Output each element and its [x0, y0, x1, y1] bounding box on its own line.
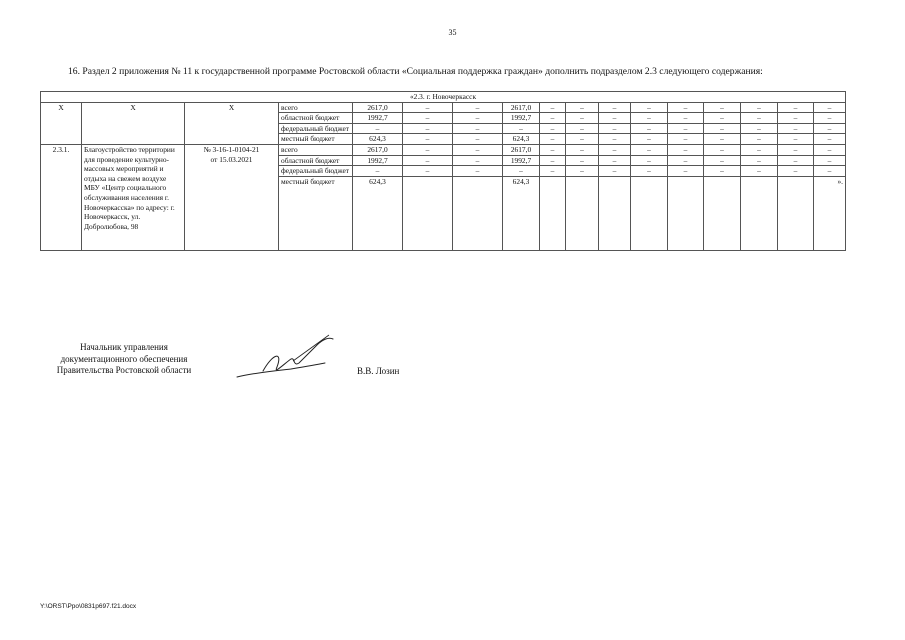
dash-cell: – — [631, 102, 668, 113]
empty-cell — [778, 176, 814, 250]
dash-cell: – — [631, 113, 668, 124]
empty-cell — [566, 176, 599, 250]
table-row — [41, 102, 846, 113]
dash-cell: – — [668, 113, 704, 124]
dash-cell: – — [403, 166, 453, 177]
dash-cell: – — [704, 155, 741, 166]
dash-cell: – — [668, 155, 704, 166]
empty-cell — [453, 176, 503, 250]
dash-cell: – — [566, 155, 599, 166]
table-row — [41, 144, 846, 155]
dash-cell: – — [741, 155, 778, 166]
empty-cell — [631, 176, 668, 250]
dash-cell: – — [453, 134, 503, 145]
dash-cell: – — [403, 113, 453, 124]
dash-cell: – — [403, 102, 453, 113]
dash-cell: – — [778, 155, 814, 166]
value-cell: 2617,0 — [503, 102, 540, 113]
dash-cell: – — [814, 155, 846, 166]
dash-cell: – — [566, 134, 599, 145]
empty-cell — [599, 176, 631, 250]
document-date: от 15.03.2021 — [210, 154, 253, 164]
dash-cell: – — [741, 166, 778, 177]
value-cell: 2617,0 — [353, 144, 403, 155]
value-cell: – — [503, 166, 540, 177]
dash-cell: – — [814, 166, 846, 177]
footer-file-path: Y:\ORST\Ppo\0831p697.f21.docx — [40, 603, 137, 610]
dash-cell: – — [599, 123, 631, 134]
source-label: областной бюджет — [279, 155, 353, 166]
value-cell: 624,3 — [353, 176, 403, 250]
empty-cell — [741, 176, 778, 250]
dash-cell: – — [741, 113, 778, 124]
dash-cell: – — [599, 166, 631, 177]
dash-cell: – — [540, 123, 566, 134]
value-cell: 624,3 — [353, 134, 403, 145]
subsection-header-row — [41, 92, 846, 103]
subsection-title: «2.3. г. Новочеркасск — [41, 92, 846, 103]
dash-cell: – — [668, 123, 704, 134]
position-line: документационного обеспечения — [60, 353, 188, 364]
dash-cell: – — [814, 113, 846, 124]
dash-cell: – — [566, 113, 599, 124]
source-label: местный бюджет — [279, 134, 353, 145]
empty-cell — [540, 176, 566, 250]
dash-cell: – — [631, 144, 668, 155]
dash-cell: – — [668, 102, 704, 113]
empty-cell — [704, 176, 741, 250]
dash-cell: – — [704, 166, 741, 177]
dash-cell: – — [599, 102, 631, 113]
document-number: № 3-16-1-0104-21 — [203, 144, 260, 154]
dash-cell: – — [403, 123, 453, 134]
dash-cell: – — [453, 144, 503, 155]
dash-cell: – — [704, 102, 741, 113]
dash-cell: – — [403, 155, 453, 166]
dash-cell: – — [814, 123, 846, 134]
dash-cell: – — [704, 144, 741, 155]
dash-cell: – — [668, 144, 704, 155]
dash-cell: – — [741, 144, 778, 155]
dash-cell: – — [704, 113, 741, 124]
empty-cell — [668, 176, 704, 250]
source-label: федеральный бюджет — [279, 166, 353, 177]
closing-mark: ». — [814, 176, 846, 250]
dash-cell: – — [741, 102, 778, 113]
dash-cell: – — [778, 144, 814, 155]
row-name-cell: Х — [82, 102, 185, 144]
dash-cell: – — [540, 113, 566, 124]
dash-cell: – — [668, 134, 704, 145]
dash-cell: – — [631, 123, 668, 134]
dash-cell: – — [353, 123, 403, 134]
value-cell: 1992,7 — [353, 155, 403, 166]
dash-cell: – — [540, 102, 566, 113]
dash-cell: – — [503, 123, 540, 134]
dash-cell: – — [668, 166, 704, 177]
dash-cell: – — [453, 102, 503, 113]
signatory-position — [40, 342, 208, 377]
value-cell: 2617,0 — [503, 144, 540, 155]
source-label: федеральный бюджет — [279, 123, 353, 134]
page-number: 35 — [448, 28, 457, 37]
item-number: 2.3.1. — [41, 144, 82, 250]
row-number-cell: Х — [41, 102, 82, 144]
dash-cell: – — [778, 134, 814, 145]
position-line: Правительства Ростовской области — [56, 365, 192, 375]
dash-cell: – — [778, 166, 814, 177]
dash-cell: – — [403, 144, 453, 155]
dash-cell: – — [778, 102, 814, 113]
dash-cell: – — [566, 123, 599, 134]
dash-cell: – — [453, 155, 503, 166]
value-cell: 1992,7 — [353, 113, 403, 124]
dash-cell: – — [453, 166, 503, 177]
source-label: всего — [279, 102, 353, 113]
value-cell: – — [353, 166, 403, 177]
dash-cell: – — [778, 113, 814, 124]
dash-cell: – — [566, 166, 599, 177]
dash-cell: – — [566, 102, 599, 113]
dash-cell: – — [599, 113, 631, 124]
dash-cell: – — [540, 134, 566, 145]
dash-cell: – — [741, 123, 778, 134]
value-cell: 624,3 — [503, 176, 540, 250]
dash-cell: – — [540, 166, 566, 177]
dash-cell: – — [704, 134, 741, 145]
value-cell: 624,3 — [503, 134, 540, 145]
dash-cell: – — [704, 123, 741, 134]
dash-cell: – — [566, 144, 599, 155]
dash-cell: – — [540, 144, 566, 155]
row-doc-cell: Х — [185, 102, 279, 144]
dash-cell: – — [453, 123, 503, 134]
program-table — [40, 91, 846, 251]
position-line: Начальник управления — [80, 342, 168, 352]
dash-cell: – — [814, 144, 846, 155]
dash-cell: – — [599, 155, 631, 166]
dash-cell: – — [599, 144, 631, 155]
value-cell: 1992,7 — [503, 113, 540, 124]
empty-cell — [403, 176, 453, 250]
dash-cell: – — [403, 134, 453, 145]
handwritten-signature — [233, 333, 343, 383]
dash-cell: – — [540, 155, 566, 166]
value-cell: 1992,7 — [503, 155, 540, 166]
item-document — [185, 144, 279, 250]
signatory-name: В.В. Лозин — [357, 366, 400, 376]
dash-cell: – — [631, 155, 668, 166]
intro-paragraph: 16. Раздел 2 приложения № 11 к государственной программе Ростовской области «Социальная поддержка граждан» дополнить подразделом 2.3 следующего содержания: — [68, 66, 763, 77]
dash-cell: – — [599, 134, 631, 145]
source-label: всего — [279, 144, 353, 155]
value-cell: 2617,0 — [353, 102, 403, 113]
dash-cell: – — [453, 113, 503, 124]
dash-cell: – — [631, 134, 668, 145]
dash-cell: – — [631, 166, 668, 177]
dash-cell: – — [814, 134, 846, 145]
dash-cell: – — [741, 134, 778, 145]
source-label: областной бюджет — [279, 113, 353, 124]
dash-cell: – — [814, 102, 846, 113]
dash-cell: – — [778, 123, 814, 134]
source-label: местный бюджет — [279, 176, 353, 250]
item-name: Благоустройство территории для проведение культурно-массовых мероприятий и отдыха на свежем воздухе МБУ «Центр социального обслуживания населения г. Новочеркасска» по адресу: г. Новочеркасск, ул. Добролюбова, 98 — [82, 144, 185, 250]
